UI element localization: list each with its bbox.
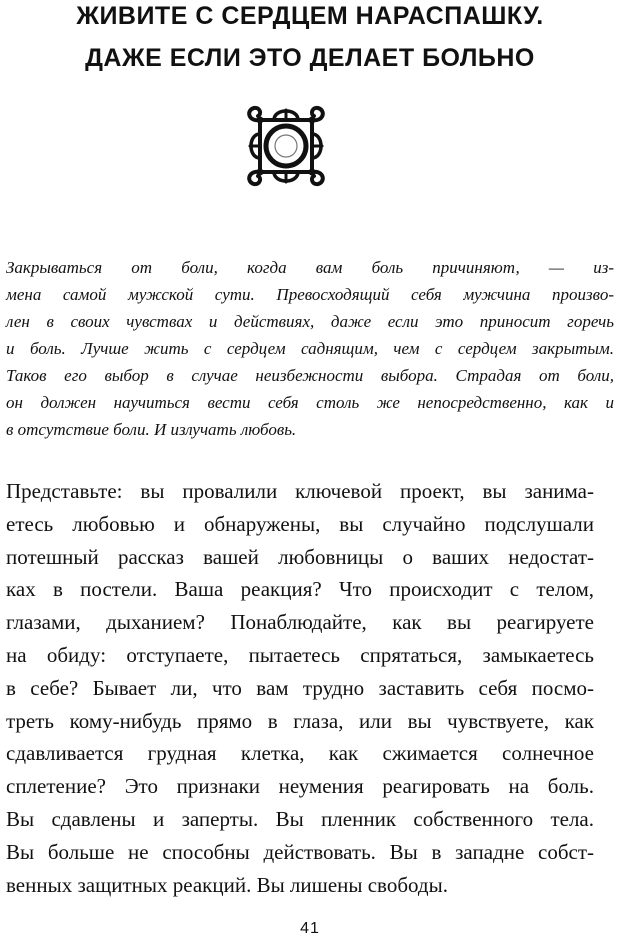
epigraph-line: лен в своих чувствах и действиях, даже если это приносит горечь [6, 312, 614, 331]
body-paragraph [6, 475, 594, 901]
paragraph-line: потешный рассказ вашей любовницы о ваших недостат- [6, 544, 594, 569]
epigraph-line: Закрываться от боли, когда вам боль причиняют, — из- [6, 258, 614, 277]
ornamental-flourish-icon [244, 104, 328, 188]
chapter-title-line-2: ДАЖЕ ЕСЛИ ЭТО ДЕЛАЕТ БОЛЬНО [85, 44, 535, 72]
paragraph-line: сдавливается грудная клетка, как сжимается солнечное [6, 741, 594, 766]
epigraph [6, 254, 614, 443]
paragraph-line: глазами, дыханием? Понаблюдайте, как вы реагируете [6, 610, 594, 635]
paragraph-line: Представьте: вы провалили ключевой проект, вы занима- [6, 479, 594, 503]
paragraph-line: етесь любовью и обнаружены, вы случайно подслушали [6, 511, 594, 536]
epigraph-line: и боль. Лучше жить с сердцем саднящим, чем с сердцем закрытым. [6, 339, 614, 358]
epigraph-line: в отсутствие боли. И излучать любовь. [6, 420, 297, 439]
paragraph-line: Вы сдавлены и заперты. Вы пленник собственного тела. [6, 806, 594, 831]
paragraph-line: треть кому-нибудь прямо в глаза, или вы чувствуете, как [6, 708, 594, 733]
paragraph-line: сплетение? Это признаки неумения реагировать на боль. [6, 774, 594, 799]
paragraph-line: на обиду: отступаете, пытаетесь спрятаться, замыкаетесь [6, 642, 594, 667]
paragraph-line: Вы больше не способны действовать. Вы в западне собст- [6, 839, 594, 864]
epigraph-line: мена самой мужской сути. Превосходящий себя мужчина произво- [6, 285, 614, 304]
paragraph-line: в себе? Бывает ли, что вам трудно заставить себя посмо- [6, 675, 594, 700]
epigraph-line: Таков его выбор в случае неизбежности выбора. Страдая от боли, [6, 366, 614, 385]
paragraph-line: венных защитных реакций. Вы лишены свободы. [6, 872, 448, 897]
paragraph-line: ках в постели. Ваша реакция? Что происходит с телом, [6, 577, 594, 602]
page-number: 41 [300, 920, 320, 937]
chapter-title-line-1: ЖИВИТЕ С СЕРДЦЕМ НАРАСПАШКУ. [76, 2, 544, 30]
epigraph-line: он должен научиться вести себя столь же непосредственно, как и [6, 393, 614, 412]
